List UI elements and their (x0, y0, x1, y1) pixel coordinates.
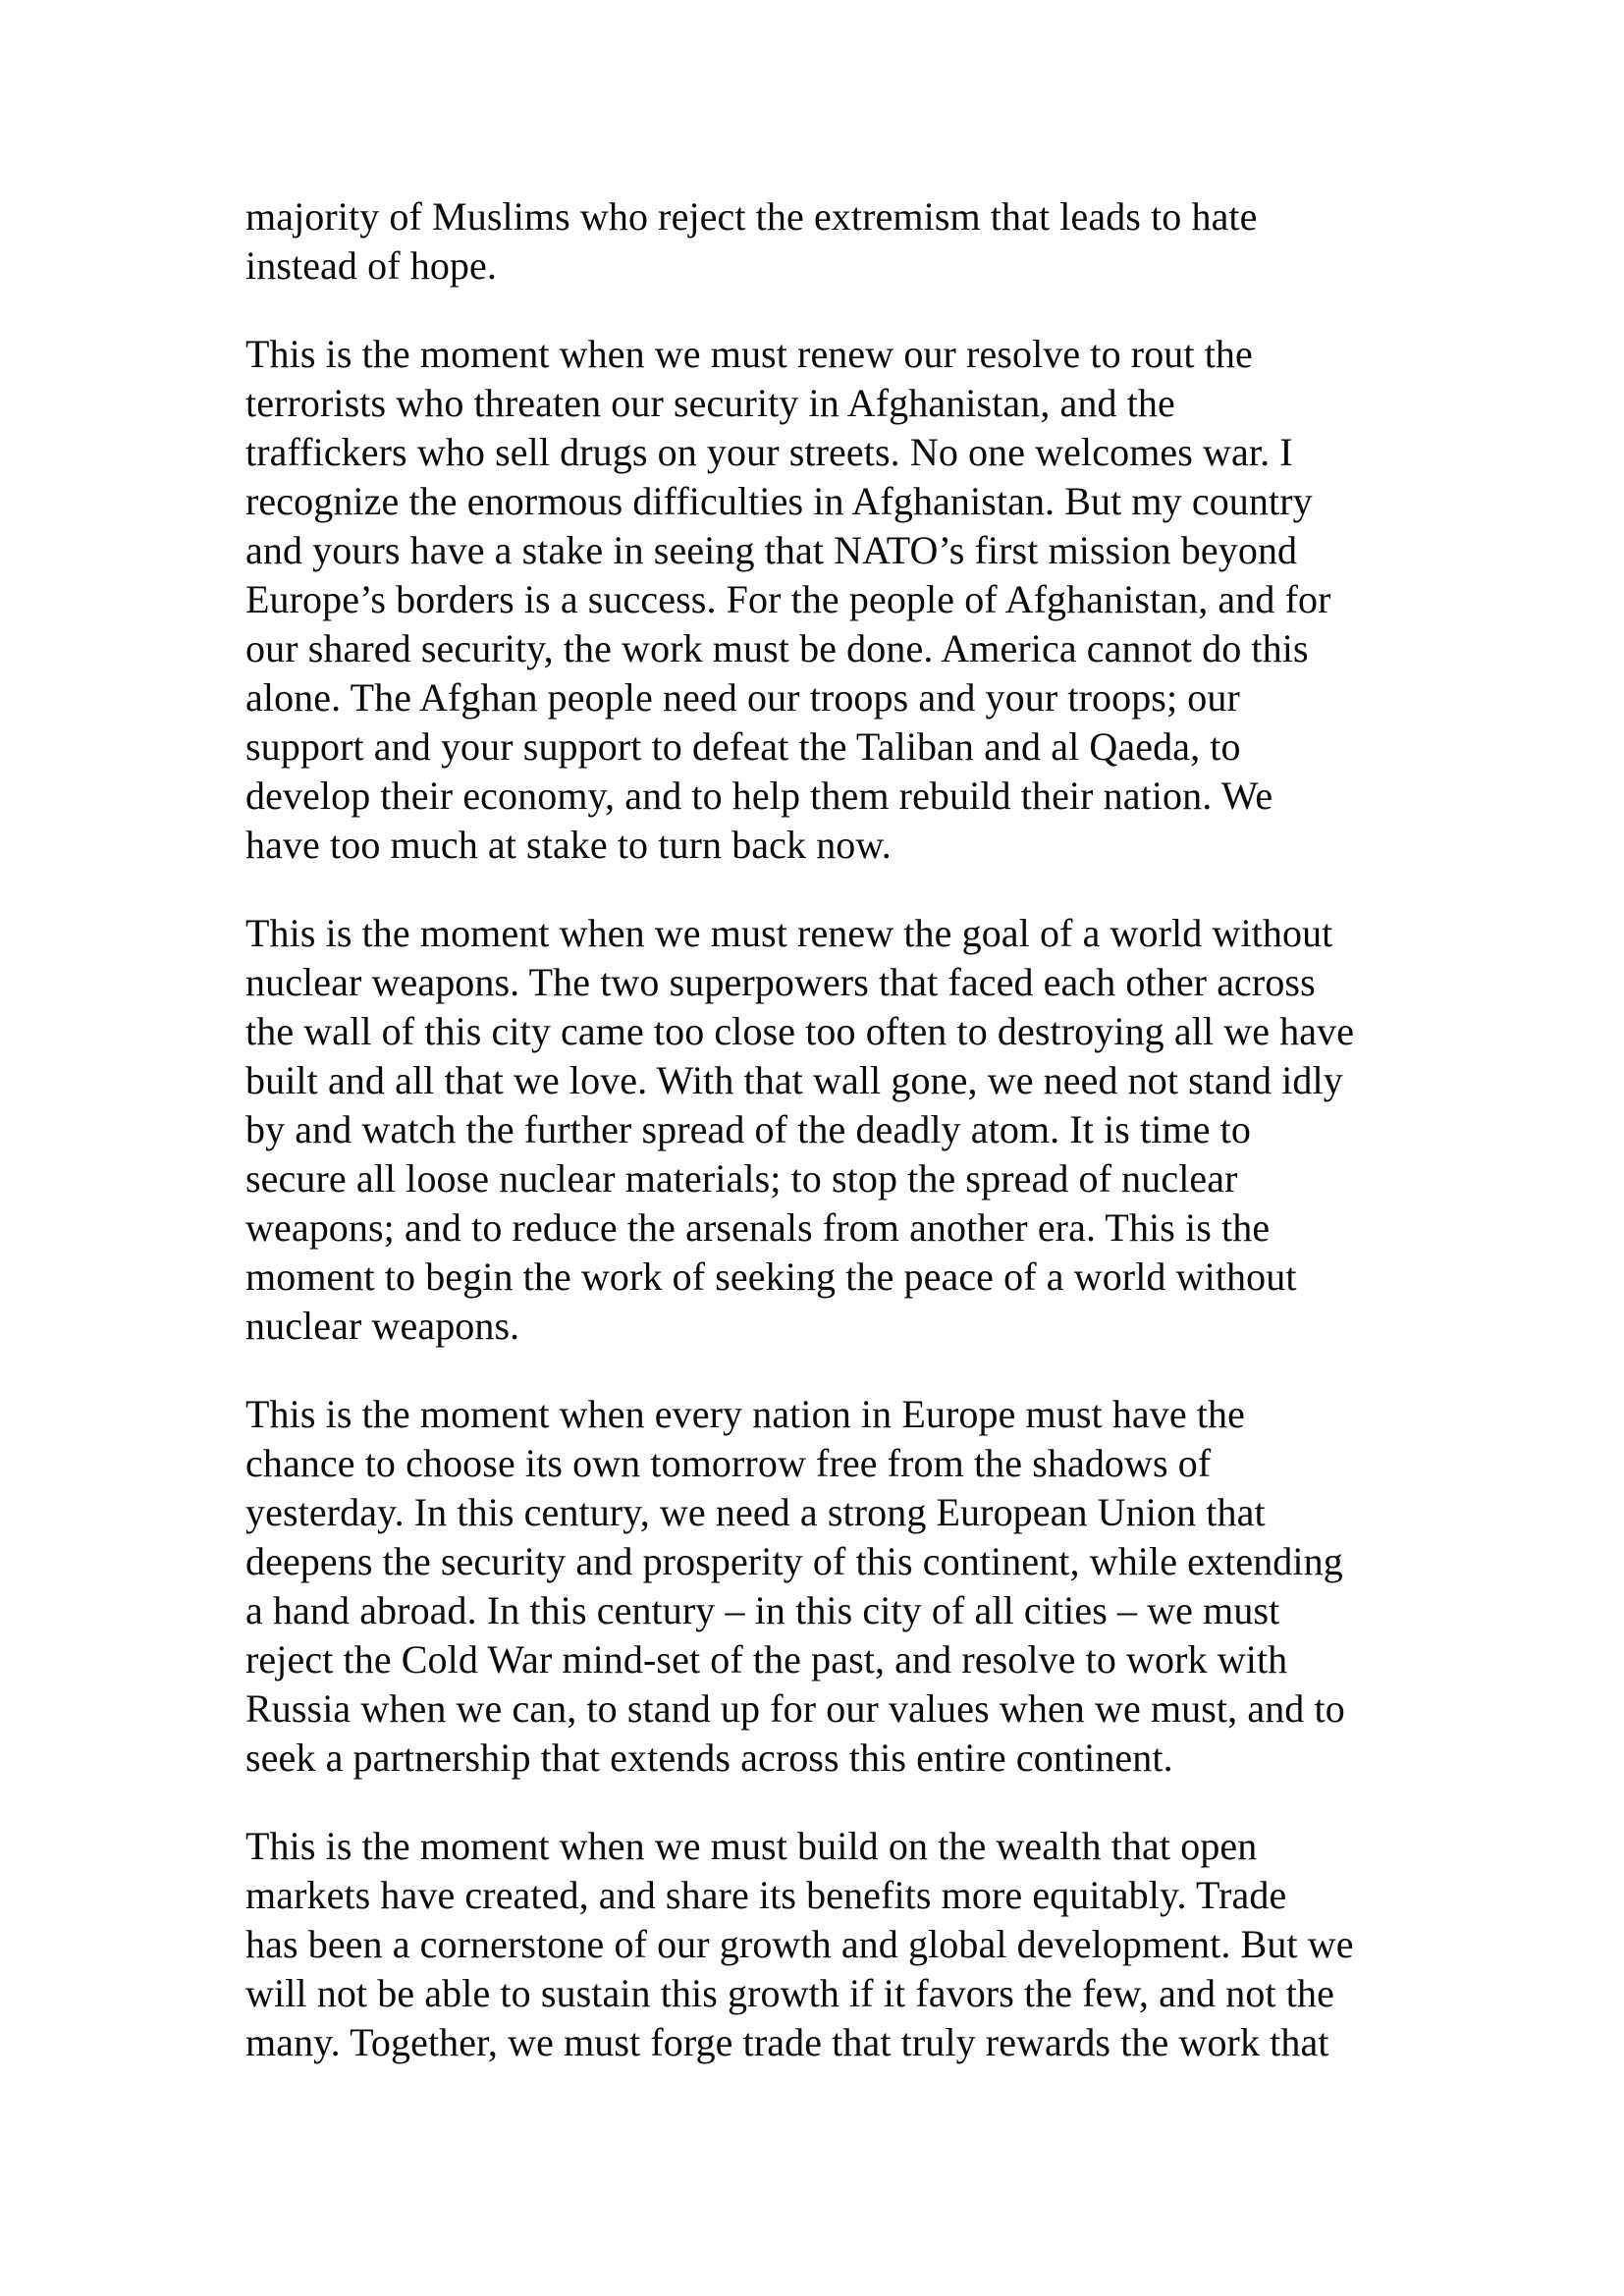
text-line: has been a cornerstone of our growth and global development. But we (245, 1922, 1354, 1966)
text-line: a hand abroad. In this century – in this city of all cities – we must (245, 1588, 1280, 1632)
text-line: This is the moment when we must renew the goal of a world without (245, 911, 1333, 955)
text-line: Europe’s borders is a success. For the people of Afghanistan, and for (245, 577, 1331, 621)
text-line: secure all loose nuclear materials; to stop the spread of nuclear (245, 1156, 1238, 1201)
text-column (245, 192, 1483, 2067)
text-line: chance to choose its own tomorrow free from the shadows of (245, 1441, 1212, 1485)
text-line: This is the moment when every nation in Europe must have the (245, 1392, 1245, 1436)
text-line: nuclear weapons. The two superpowers that faced each other across (245, 960, 1316, 1004)
text-line: Russia when we can, to stand up for our values when we must, and to (245, 1686, 1345, 1731)
text-line: the wall of this city came too close too often to destroying all we have (245, 1009, 1355, 1053)
text-line: seek a partnership that extends across this entire continent. (245, 1735, 1173, 1780)
text-line: nuclear weapons. (245, 1304, 520, 1348)
text-line: alone. The Afghan people need our troops and your troops; our (245, 675, 1240, 720)
text-line: by and watch the further spread of the deadly atom. It is time to (245, 1107, 1251, 1151)
text-line: majority of Muslims who reject the extremism that leads to hate (245, 194, 1258, 239)
text-line: traffickers who sell drugs on your streets. No one welcomes war. I (245, 430, 1293, 474)
text-line: weapons; and to reduce the arsenals from another era. This is the (245, 1205, 1271, 1250)
text-line: deepens the security and prosperity of this continent, while extending (245, 1539, 1343, 1583)
text-line: have too much at stake to turn back now. (245, 823, 892, 867)
paragraph (245, 330, 1483, 870)
text-line: recognize the enormous difficulties in Afghanistan. But my country (245, 479, 1313, 523)
text-line: develop their economy, and to help them rebuild their nation. We (245, 774, 1273, 818)
text-line: reject the Cold War mind-set of the past, and resolve to work with (245, 1637, 1288, 1682)
paragraph (245, 909, 1483, 1351)
text-line: This is the moment when we must renew our resolve to rout the (245, 332, 1253, 376)
text-line: This is the moment when we must build on the wealth that open (245, 1824, 1258, 1868)
text-line: terrorists who threaten our security in Afghanistan, and the (245, 381, 1175, 425)
text-line: markets have created, and share its benefits more equitably. Trade (245, 1873, 1287, 1917)
text-line: our shared security, the work must be done. America cannot do this (245, 626, 1309, 670)
paragraph (245, 192, 1483, 291)
text-line: will not be able to sustain this growth if it favors the few, and not the (245, 1971, 1334, 2015)
text-line: support and your support to defeat the Taliban and al Qaeda, to (245, 724, 1241, 769)
text-line: yesterday. In this century, we need a strong European Union that (245, 1490, 1266, 1534)
paragraph (245, 1390, 1483, 1783)
text-line: instead of hope. (245, 243, 497, 288)
text-line: built and all that we love. With that wall gone, we need not stand idly (245, 1058, 1343, 1102)
text-line: many. Together, we must forge trade that truly rewards the work that (245, 2020, 1329, 2064)
text-line: moment to begin the work of seeking the peace of a world without (245, 1255, 1297, 1299)
text-line: and yours have a stake in seeing that NATO’s first mission beyond (245, 528, 1298, 572)
paragraph (245, 1822, 1483, 2067)
